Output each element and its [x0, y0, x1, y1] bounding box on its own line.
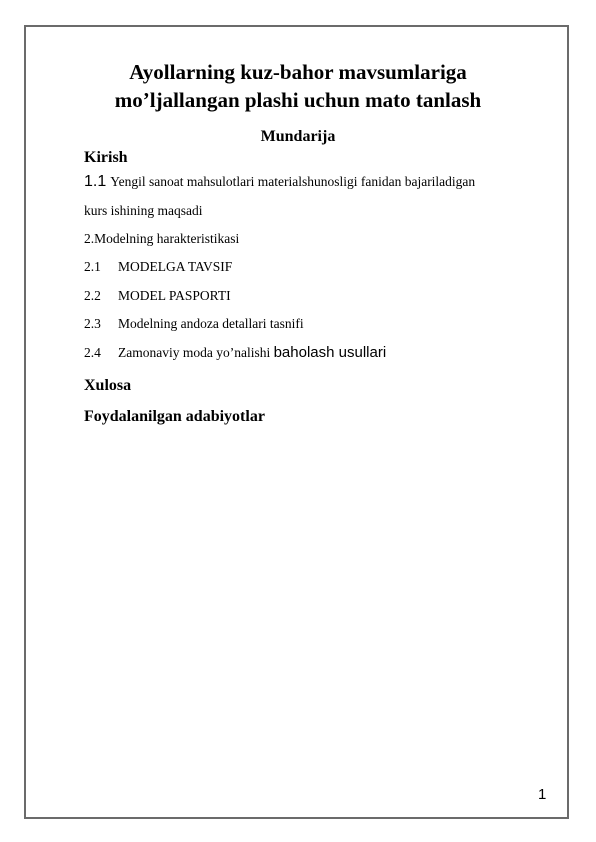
toc-item-1-1-text: Yengil sanoat mahsulotlari materialshunosligi fanidan bajariladigan: [110, 174, 476, 189]
toc-item-text: Zamonaviy moda yo’nalishi: [118, 345, 274, 360]
toc-item-text: MODELGA TAVSIF: [118, 259, 233, 274]
toc-item-text-continued: baholash usullari: [273, 344, 387, 361]
toc-item-2-2: [84, 288, 231, 304]
toc-item-number: 2.3: [84, 316, 101, 331]
toc-item-text: MODEL PASPORTI: [118, 288, 231, 303]
toc-item-1-1: [84, 173, 475, 191]
toc-item-2-1: [84, 259, 232, 275]
document-title-line1: Ayollarning kuz-bahor mavsumlariga: [129, 60, 467, 84]
page-number: 1: [538, 786, 547, 803]
toc-item-number: 2.1: [84, 259, 101, 274]
contents-heading: Mundarija: [260, 128, 336, 145]
toc-item-1-1-number: 1.1: [84, 173, 107, 190]
toc-item-number: 2.4: [84, 345, 101, 360]
toc-item-2-3: [84, 316, 304, 332]
toc-item-text: Modelning andoza detallari tasnifi: [118, 316, 304, 331]
toc-item-1-1-continuation: kurs ishining maqsadi: [84, 203, 203, 218]
toc-item-2: 2.Modelning harakteristikasi: [84, 231, 240, 246]
toc-item-2-4: [84, 344, 386, 362]
toc-item-number: 2.2: [84, 288, 101, 303]
document-title-line2: mo’ljallangan plashi uchun mato tanlash: [114, 88, 482, 112]
toc-intro: Kirish: [84, 149, 128, 166]
toc-conclusion: Xulosa: [84, 377, 132, 394]
toc-references: Foydalanilgan adabiyotlar: [84, 408, 265, 425]
